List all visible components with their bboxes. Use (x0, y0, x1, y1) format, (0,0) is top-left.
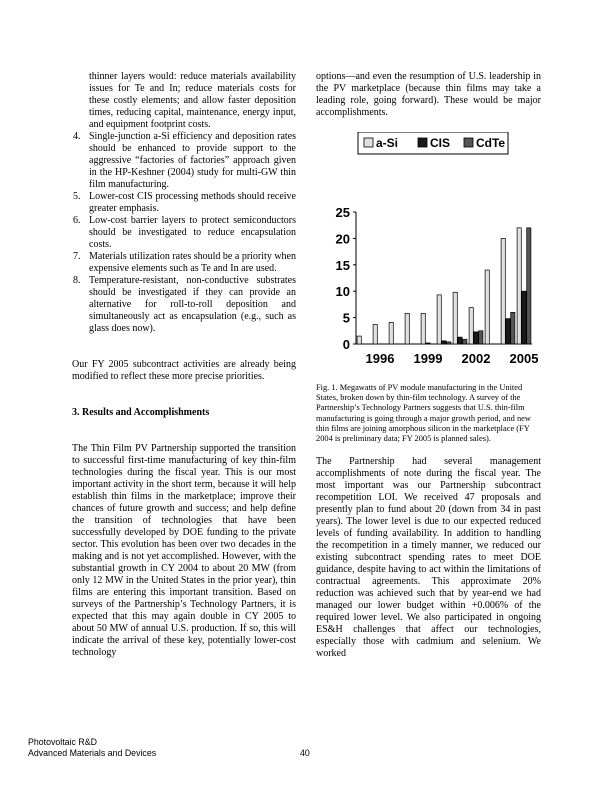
list-item-number: 5. (73, 191, 81, 202)
list-item (72, 131, 296, 191)
bar-a-si-2002 (469, 308, 473, 344)
management-paragraph: The Partnership had several management accomplishments of note during the fiscal year. The most important was our Partnership subcontract recompetition LOI. We received 47 proposals and presently plan to fund about 20 (down from 34 in past years). The lower level is due to our expected reduced levels of funding availability. In addition to handling the recompetition in a timely manner, we reduced our existing subcontract spending rates to meet DOE guidance, despite having to act within the limitations of contractual agreements. This approximate 20% reduction was achieved such that by year-end we had managed our lower budget within +0.006% of the required lower level. We also participated in ongoing ES&H challenges that affect our technologies, especially those with cadmium and selenium. We worked (316, 456, 541, 660)
list-item-text: Lower-cost CIS processing methods should receive greater emphasis. (89, 191, 296, 214)
options-paragraph: options—and even the resumption of U.S. leadership in the PV marketplace (because thin films may take a leading role, going forward). These would be major accomplishments. (316, 71, 541, 118)
bar-a-si-2004 (501, 238, 505, 344)
bar-a-si-1995 (357, 336, 361, 344)
legend-swatch-a-si (364, 138, 373, 147)
legend-label-cdte: CdTe (476, 136, 506, 150)
list-item-number: 6. (73, 215, 81, 226)
y-tick-label: 20 (335, 231, 350, 247)
footer-program: Photovoltaic R&D (28, 737, 97, 747)
x-tick-label: 1996 (365, 351, 395, 366)
bar-a-si-2000 (437, 295, 441, 344)
bar-cis-2001 (458, 337, 462, 344)
legend-label-a-si: a-Si (376, 136, 399, 150)
list-item (72, 191, 296, 215)
results-paragraph: The Thin Film PV Partnership supported the transition to successful first-time manufacturing of key thin-film technologies during the fiscal year. This is our most important activity in the short term, because it will help establish thin films in the marketplace; improve their chances of future growth and success; and help define the transition of technologies that have been successfully developed by DOE funding to the private sector. This evolution has been over two decades in the making and is not yet accomplished. However, with the substantial growth in CY 2004 to about 20 MW (from only 12 MW in the United States in the prior year), thin films are entering this important transition. Based on surveys of the Partnership’s Technology Partners, it is expected that this may again double in CY 2005 to about 50 MW of annual U.S. production. If so, this will indicate the arrival of these key, potentially lower-cost technology (72, 443, 296, 658)
bar-cis-2002 (474, 332, 478, 344)
recommendations-list (72, 131, 296, 335)
page-footer (28, 737, 156, 759)
bar-cdte-2000 (447, 342, 451, 344)
left-column (72, 71, 296, 659)
bar-chart-svg (316, 132, 541, 372)
bar-a-si-1997 (389, 322, 393, 344)
list-item-text: Single-junction a-Si efficiency and deposition rates should be enhanced to provide support to the aggressive “factories of factories” approach given in the HP-Keshner (2004) study for multi-GW thin film manufacturing. (89, 131, 296, 190)
x-tick-label: 2002 (461, 351, 491, 366)
bar-a-si-1999 (421, 313, 425, 344)
bar-cis-2005 (522, 291, 526, 344)
list-item-number: 8. (73, 275, 81, 286)
list-item (72, 251, 296, 275)
page-number: 40 (300, 748, 310, 758)
right-column (316, 71, 541, 660)
list-item-number: 4. (73, 131, 81, 142)
x-tick-label: 2005 (509, 351, 539, 366)
figure-1-chart (316, 132, 541, 372)
list-item-text: Low-cost barrier layers to protect semiconductors should be investigated to reduce encapsulation costs. (89, 215, 296, 250)
bar-cdte-2005 (527, 228, 531, 344)
bar-a-si-1996 (373, 324, 377, 344)
bar-cis-1999 (426, 343, 430, 344)
y-tick-label: 10 (335, 284, 350, 300)
figure-caption: Fig. 1. Megawatts of PV module manufacturing in the United States, broken down by thin-film technology. A survey of the Partnership’s Technology Partners suggests that U.S. thin-film manufacturing is going through a major growth period, and new thin films are joining amorphous silicon in the marketplace (FY 2004 is preliminary data; FY 2005 is planned sales). (316, 383, 531, 444)
bar-a-si-2001 (453, 292, 457, 344)
bar-cdte-2004 (511, 312, 515, 344)
fy2005-paragraph: Our FY 2005 subcontract activities are already being modified to reflect these more precise priorities. (72, 359, 296, 382)
list-item-number: 7. (73, 251, 81, 262)
bar-a-si-2003 (485, 270, 489, 344)
bar-cdte-2001 (463, 339, 467, 344)
y-tick-label: 15 (335, 257, 350, 273)
y-tick-label: 5 (342, 310, 350, 326)
list-item-text: Materials utilization rates should be a priority when expensive elements such as Te and In are used. (89, 251, 296, 274)
list-item-text: Temperature-resistant, non-conductive substrates should be investigated if they can provide an alternative for roll-to-roll deposition and simultaneously act as encapsulation (e.g., such as glass does now). (89, 275, 296, 334)
bar-a-si-2005 (517, 228, 521, 344)
section-heading: 3. Results and Accomplishments (72, 407, 210, 418)
bar-cis-2004 (506, 319, 510, 344)
legend-swatch-cis (418, 138, 427, 147)
bar-cis-2000 (442, 341, 446, 344)
list-item (72, 215, 296, 251)
footer-section: Advanced Materials and Devices (28, 748, 157, 758)
list-item (72, 275, 296, 335)
legend-label-cis: CIS (430, 136, 451, 150)
y-tick-label: 0 (342, 337, 350, 352)
x-tick-label: 1999 (413, 351, 443, 366)
bar-cdte-2002 (479, 331, 483, 344)
bar-a-si-1998 (405, 313, 409, 344)
y-tick-label: 25 (335, 205, 350, 220)
legend-swatch-cdte (464, 138, 473, 147)
list-item-3-continuation: thinner layers would: reduce materials availability issues for Te and In; reduce materials costs for these costly elements; and allow faster deposition times, reducing capital, maintenance, energy input, and equipment footprint costs. (89, 71, 296, 130)
